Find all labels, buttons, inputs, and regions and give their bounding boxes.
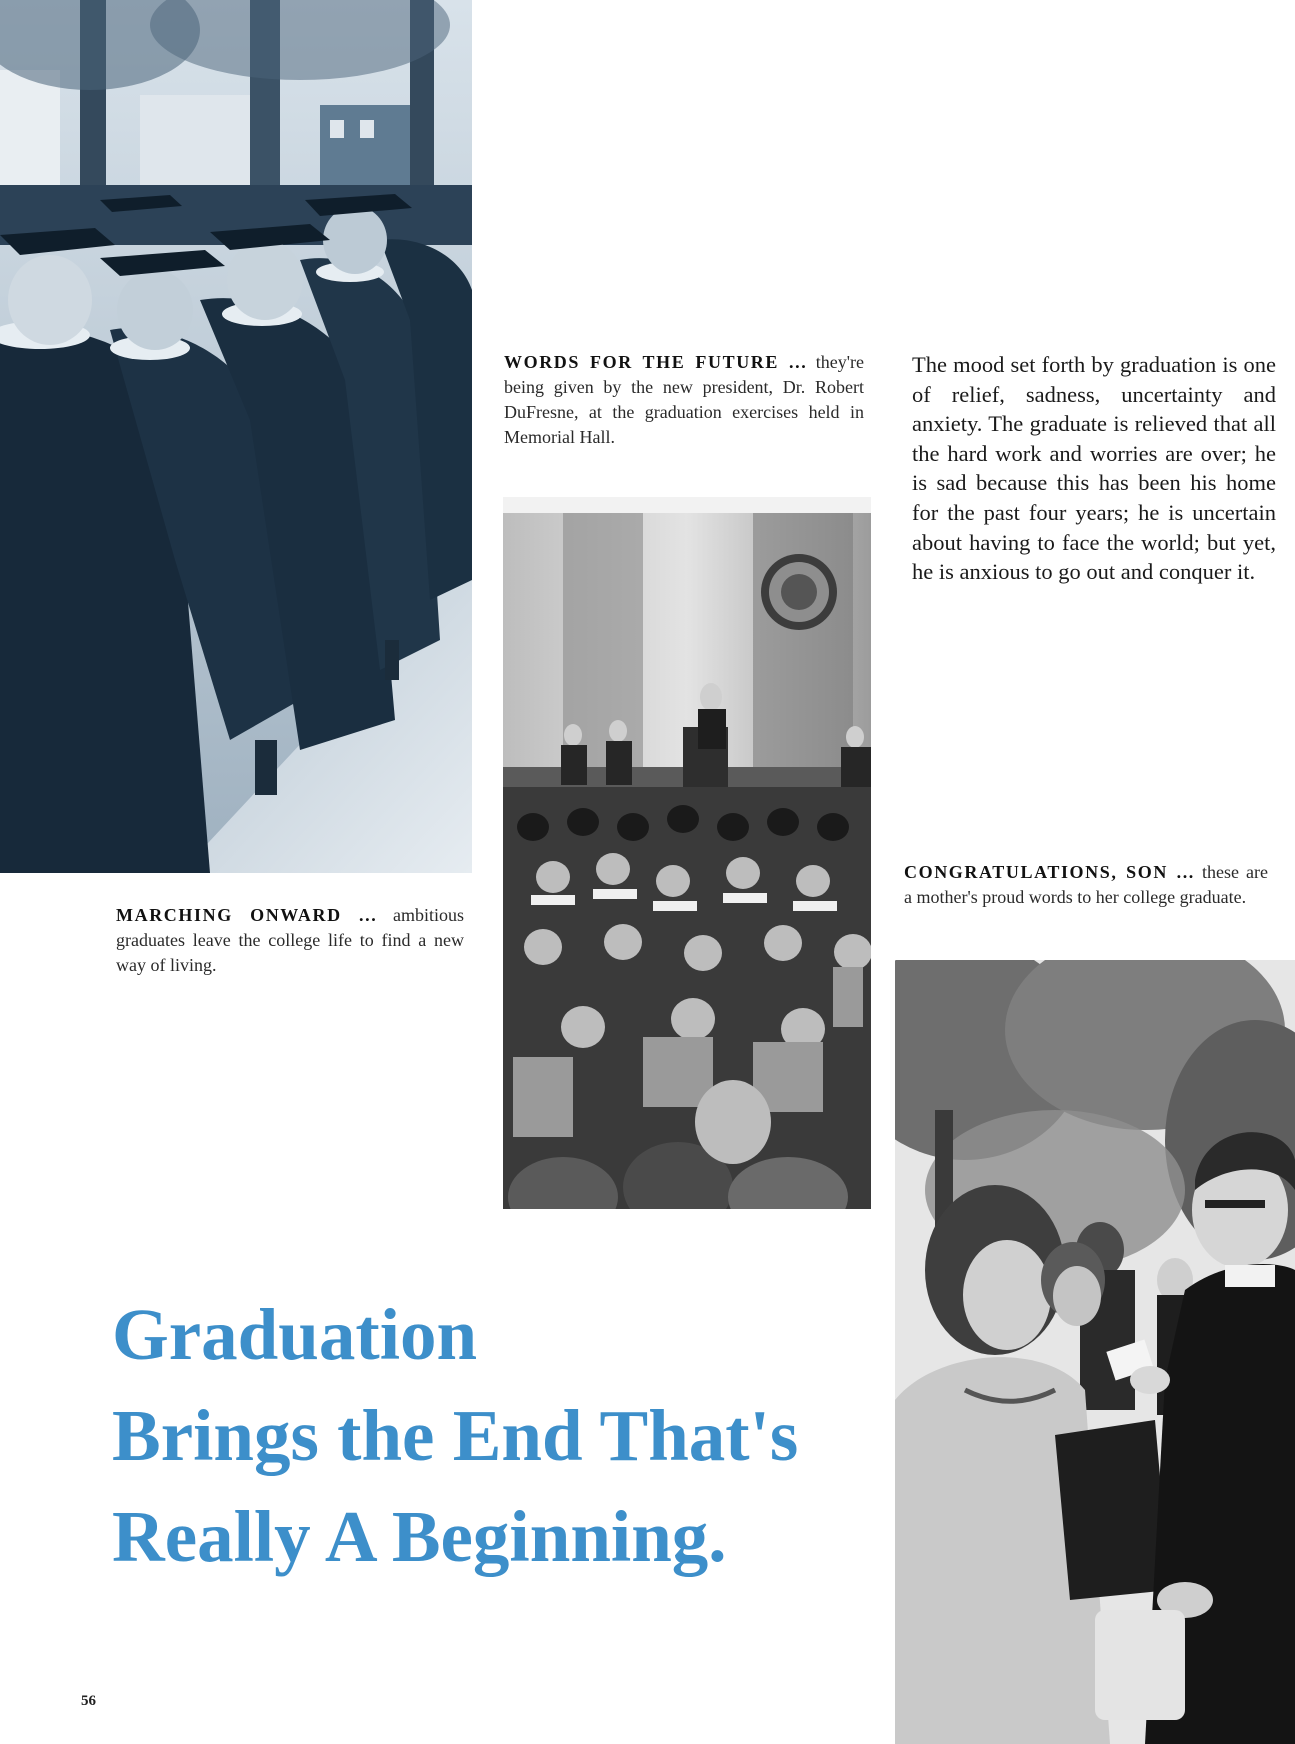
caption-marching-onward bbox=[116, 903, 464, 978]
caption-lead: CONGRATULATIONS, SON ... bbox=[904, 862, 1195, 882]
caption-text: ambitious graduates leave the college life to find a new way of living. bbox=[116, 905, 464, 975]
caption-words-for-the-future bbox=[504, 350, 864, 450]
body-paragraph: The mood set forth by graduation is one of relief, sadness, uncertainty and anxiety. The graduate is relieved that all the hard work and worries are over; he is sad because this has been his home for the past four years; he is uncertain about having to face the world; but yet, he is anxious to go out and conquer it. bbox=[912, 352, 1276, 585]
caption-text: these are a mother's proud words to her college graduate. bbox=[904, 862, 1268, 907]
photo-graduates-marching-art bbox=[0, 0, 472, 873]
page-number: 56 bbox=[81, 1693, 96, 1709]
headline-line-2: Brings the End That's bbox=[112, 1395, 799, 1476]
caption-text: they're being given by the new president, Dr. Robert DuFresne, at the graduation exercises held in Memorial Hall. bbox=[504, 352, 864, 447]
caption-lead: MARCHING ONWARD ... bbox=[116, 905, 378, 925]
headline-line-3: Really A Beginning. bbox=[112, 1496, 727, 1577]
photo-mother-and-graduate bbox=[895, 960, 1295, 1744]
photo-mother-and-graduate-art bbox=[895, 960, 1295, 1744]
caption-congratulations-son bbox=[904, 860, 1268, 910]
caption-lead: WORDS FOR THE FUTURE ... bbox=[504, 352, 808, 372]
photo-graduates-marching bbox=[0, 0, 472, 873]
headline-line-1: Graduation bbox=[112, 1294, 478, 1375]
photo-graduation-exercises-art bbox=[503, 497, 871, 1209]
photo-graduation-exercises bbox=[503, 497, 871, 1209]
